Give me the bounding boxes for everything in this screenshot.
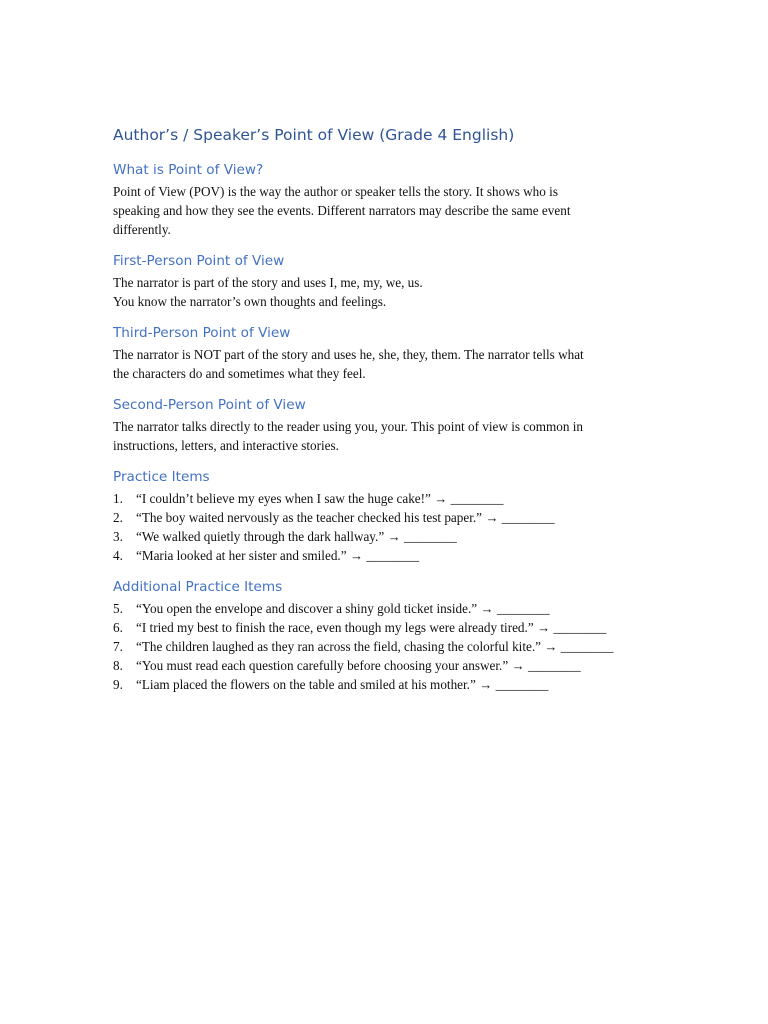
section-heading-second-person: Second-Person Point of View	[113, 397, 306, 413]
body-line: speaking and how they see the events. Different narrators may describe the same event	[113, 203, 571, 218]
item-text: “I tried my best to finish the race, even though my legs were already tired.” → ________	[136, 620, 607, 635]
item-number: 3.	[113, 529, 123, 544]
body-line: The narrator is NOT part of the story and uses he, she, they, them. The narrator tells what	[113, 347, 584, 362]
section-heading-practice-items: Practice Items	[113, 469, 210, 485]
item-number: 7.	[113, 639, 123, 654]
list-item	[113, 546, 658, 565]
item-text: “Liam placed the flowers on the table and smiled at his mother.” → ________	[136, 677, 549, 692]
practice-items-list	[113, 489, 658, 565]
section-body-second-person	[113, 417, 658, 455]
list-item	[113, 656, 658, 675]
list-item	[113, 637, 658, 656]
section-body-what-is-pov	[113, 182, 658, 239]
item-number: 2.	[113, 510, 123, 525]
item-text: “The children laughed as they ran across the field, chasing the colorful kite.” → ________	[136, 639, 614, 654]
document-page	[113, 124, 658, 706]
section-heading-first-person: First-Person Point of View	[113, 253, 285, 269]
item-text: “Maria looked at her sister and smiled.” → ________	[136, 548, 420, 563]
section-body-third-person	[113, 345, 658, 383]
item-number: 9.	[113, 677, 123, 692]
body-line: differently.	[113, 222, 171, 237]
section-heading-what-is-pov: What is Point of View?	[113, 162, 264, 178]
item-text: “We walked quietly through the dark hallway.” → ________	[136, 529, 457, 544]
list-item	[113, 675, 658, 694]
item-text: “You open the envelope and discover a shiny gold ticket inside.” → ________	[136, 601, 550, 616]
item-number: 4.	[113, 548, 123, 563]
body-line: You know the narrator’s own thoughts and feelings.	[113, 294, 387, 309]
item-number: 5.	[113, 601, 123, 616]
list-item	[113, 508, 658, 527]
item-number: 6.	[113, 620, 123, 635]
item-text: “I couldn’t believe my eyes when I saw the huge cake!” → ________	[136, 491, 504, 506]
body-line: The narrator talks directly to the reader using you, your. This point of view is common in	[113, 419, 584, 434]
list-item	[113, 527, 658, 546]
list-item	[113, 599, 658, 618]
section-body-first-person	[113, 273, 658, 311]
item-text: “You must read each question carefully before choosing your answer.” → ________	[136, 658, 581, 673]
item-number: 8.	[113, 658, 123, 673]
body-line: The narrator is part of the story and uses I, me, my, we, us.	[113, 275, 423, 290]
body-line: Point of View (POV) is the way the author or speaker tells the story. It shows who is	[113, 184, 558, 199]
item-number: 1.	[113, 491, 123, 506]
additional-practice-items-list	[113, 599, 658, 694]
list-item	[113, 489, 658, 508]
item-text: “The boy waited nervously as the teacher checked his test paper.” → ________	[136, 510, 555, 525]
body-line: instructions, letters, and interactive stories.	[113, 438, 339, 453]
section-heading-additional-practice-items: Additional Practice Items	[113, 579, 283, 595]
section-heading-third-person: Third-Person Point of View	[113, 325, 291, 341]
document-title: Author’s / Speaker’s Point of View (Grade 4 English)	[113, 126, 515, 144]
body-line: the characters do and sometimes what they feel.	[113, 366, 366, 381]
list-item	[113, 618, 658, 637]
